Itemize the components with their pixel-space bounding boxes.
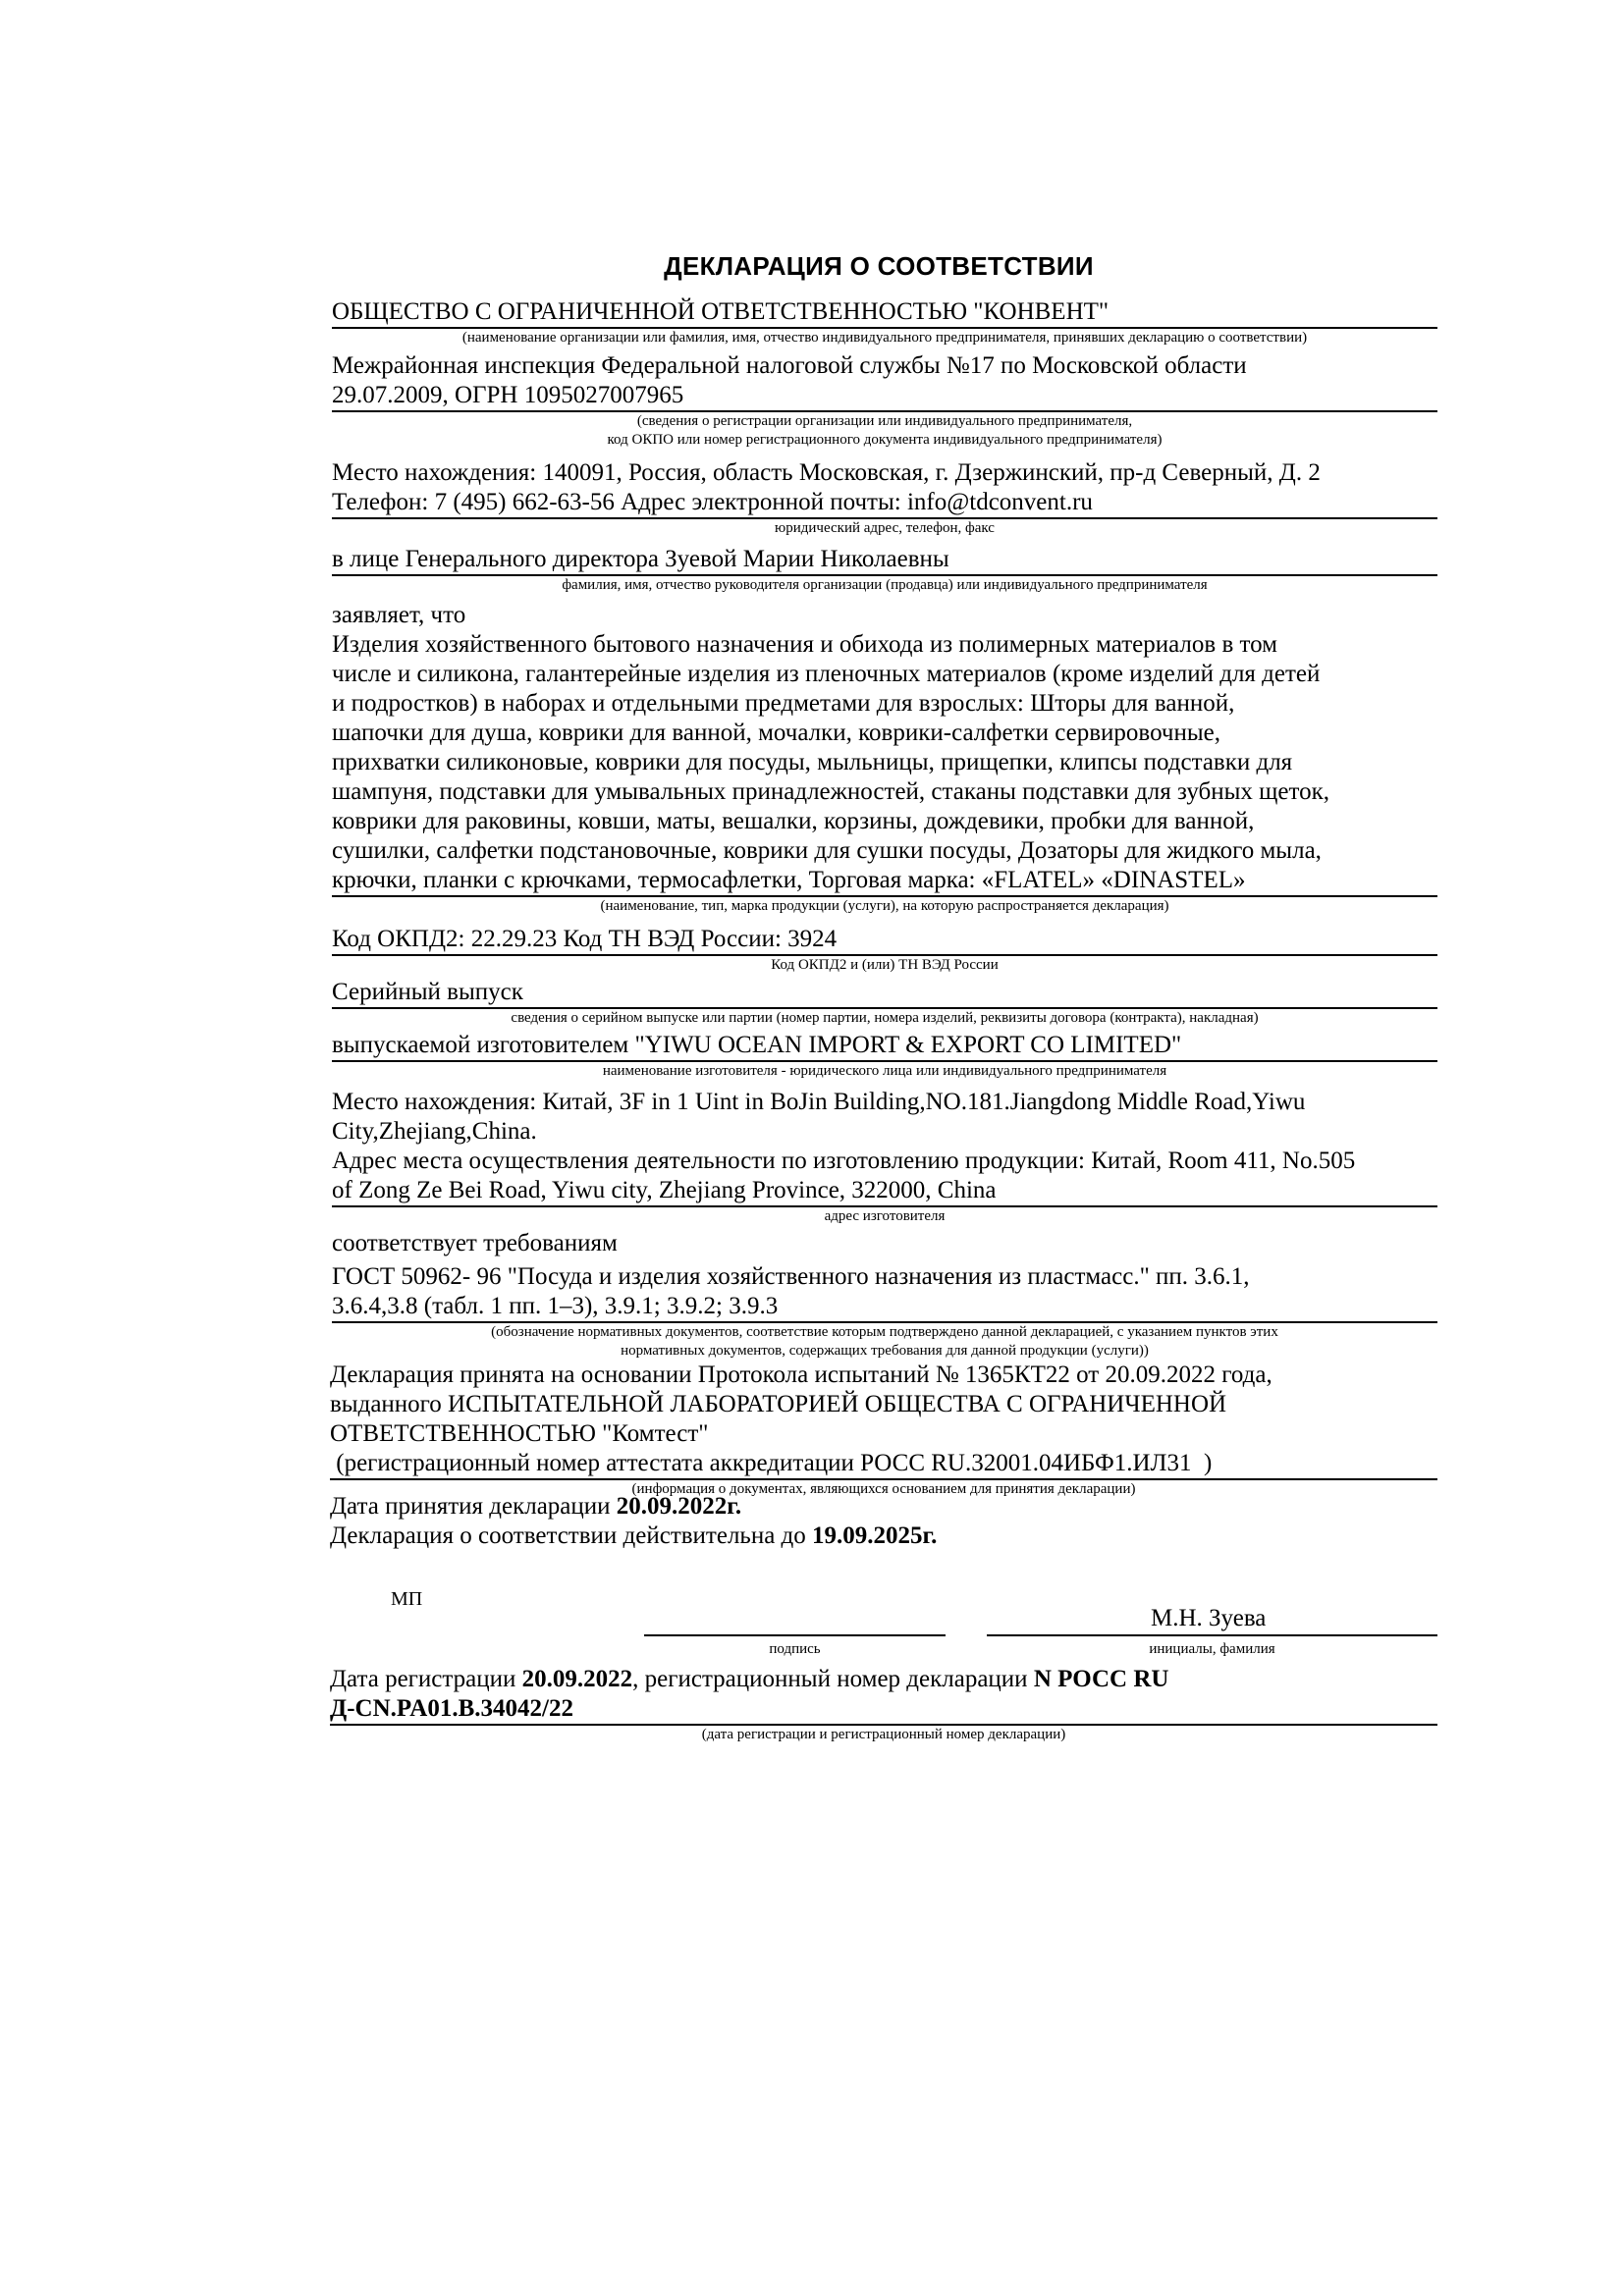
basis-line-4: (регистрационный номер аттестата аккредитации РОСС RU.32001.04ИБФ1.ИЛ31 ) [330,1449,1437,1480]
document-title: ДЕКЛАРАЦИЯ О СООТВЕТСТВИИ [664,251,1094,281]
signature-line [644,1634,946,1636]
address-section [332,458,1437,538]
registration-line-1: Межрайонная инспекция Федеральной налоговой службы №17 по Московской области [332,352,1247,379]
signature-caption: подпись [769,1641,821,1657]
serial-section [332,978,1437,1028]
valid-date-label: Декларация о соответствии действительна до [330,1522,813,1549]
registration-date: 20.09.2022 [521,1666,633,1692]
registration-number-part2: Д-CN.PA01.B.34042/22 [330,1694,1437,1726]
codes-caption: Код ОКПД2 и (или) ТН ВЭД России [771,957,999,973]
registration-number-caption: (дата регистрации и регистрационный номер декларации) [701,1727,1066,1742]
address-line-2: Телефон: 7 (495) 662-63-56 Адрес электронной почты: info@tdconvent.ru [332,488,1437,519]
registration-number-section [330,1665,1437,1744]
registration-date-label: Дата регистрации [330,1666,522,1692]
product-line-7: коврики для раковины, ковши, маты, вешалки, корзины, дождевики, пробки для ванной, [332,808,1255,834]
requirements-line-3: 3.6.4,3.8 (табл. 1 пп. 1–3), 3.9.1; 3.9.2; 3.9.3 [332,1292,1437,1323]
registration-number-label: , регистрационный номер декларации [632,1666,1034,1692]
manufacturer-address-line-4: of Zong Ze Bei Road, Yiwu city, Zhejiang Province, 322000, China [332,1176,1437,1207]
requirements-caption-1: (обозначение нормативных документов, соответствие которым подтверждено данной декларацией, с указанием пунктов этих [491,1324,1278,1340]
manufacturer-address-line-3: Адрес места осуществления деятельности по изготовлению продукции: Китай, Room 411, No.505 [332,1148,1356,1174]
registration-number-line-1 [330,1665,1437,1694]
stamp-label: МП [391,1588,423,1610]
accepted-date-label: Дата принятия декларации [330,1493,617,1520]
basis-caption: (информация о документах, являющихся основанием для принятия декларации) [631,1481,1136,1497]
codes-section [332,925,1437,975]
registration-caption-1: (сведения о регистрации организации или индивидуального предпринимателя, [636,413,1133,429]
dates-section [330,1492,1435,1551]
product-line-4: шапочки для душа, коврики для ванной, мочалки, коврики-салфетки сервировочные, [332,720,1221,746]
manufacturer-address-line-1: Место нахождения: Китай, 3F in 1 Uint in BoJin Building,NO.181.Jiangdong Middle Road,Yiwu [332,1089,1306,1115]
signer-name: М.Н. Зуева [1151,1605,1267,1631]
address-line-1: Место нахождения: 140091, Россия, область Московская, г. Дзержинский, пр-д Северный, Д. 2 [332,459,1321,486]
director-caption: фамилия, имя, отчество руководителя организации (продавца) или индивидуального предпринимателя [562,577,1208,593]
registration-caption-2: код ОКПО или номер регистрационного документа индивидуального предпринимателя) [607,432,1163,448]
product-line-2: числе и силикона, галантерейные изделия из пленочных материалов (кроме изделий для детей [332,661,1321,687]
manufacturer-caption: наименование изготовителя - юридического лица или индивидуального предпринимателя [602,1063,1167,1079]
applicant-section [332,297,1437,347]
product-line-9: крючки, планки с крючками, термосафлетки, Торговая марка: «FLATEL» «DINASTEL» [332,866,1437,897]
manufacturer-text: выпускаемой изготовителем "YIWU OCEAN IMPORT & EXPORT CO LIMITED" [332,1031,1437,1062]
accepted-date-value: 20.09.2022г. [616,1493,742,1520]
product-line-8: сушилки, салфетки подстановочные, коврики для сушки посуды, Дозаторы для жидкого мыла, [332,837,1322,864]
accepted-date-line [330,1492,1435,1522]
registration-line-2: 29.07.2009, ОГРН 1095027007965 [332,381,1437,412]
registration-number-part1: N РОСС RU [1033,1666,1169,1692]
serial-caption: сведения о серийном выпуске или партии (номер партии, номера изделий, реквизиты договора (контракта), накладная) [511,1010,1259,1026]
applicant-caption: (наименование организации или фамилия, имя, отчество индивидуального предпринимателя, принявших декларацию о соответствии) [461,330,1308,346]
manufacturer-address-caption: адрес изготовителя [824,1208,946,1224]
registration-section [332,351,1437,450]
signer-caption: инициалы, фамилия [1149,1641,1275,1657]
serial-text: Серийный выпуск [332,978,1437,1009]
product-section [332,601,1437,916]
manufacturer-address-section [332,1088,1437,1226]
director-section [332,545,1437,595]
product-line-1: Изделия хозяйственного бытового назначения и обихода из полимерных материалов в том [332,631,1277,658]
product-line-3: и подростков) в наборах и отдельными предметами для взрослых: Шторы для ванной, [332,690,1235,717]
basis-line-2: выданного ИСПЫТАТЕЛЬНОЙ ЛАБОРАТОРИЕЙ ОБЩЕСТВА С ОГРАНИЧЕННОЙ [330,1391,1227,1417]
requirements-caption-2: нормативных документов, содержащих требования для данной продукции (услуги)) [621,1343,1149,1359]
valid-date-line [330,1522,1435,1551]
manufacturer-address-line-2: City,Zhejiang,China. [332,1118,537,1145]
product-line-5: прихватки силиконовые, коврики для посуды, мыльницы, прищепки, клипсы подставки для [332,749,1293,775]
manufacturer-section [332,1031,1437,1081]
declares-text: заявляет, что [332,602,466,628]
basis-line-1: Декларация принята на основании Протокола испытаний № 1365КТ22 от 20.09.2022 года, [330,1362,1272,1388]
product-caption: (наименование, тип, марка продукции (услуги), на которую распространяется декларация) [600,898,1169,914]
product-line-6: шампуня, подставки для умывальных принадлежностей, стаканы подставки для зубных щеток, [332,778,1329,805]
requirements-section [332,1229,1437,1361]
applicant-name: ОБЩЕСТВО С ОГРАНИЧЕННОЙ ОТВЕТСТВЕННОСТЬЮ "КОНВЕНТ" [332,297,1437,329]
requirements-line-2: ГОСТ 50962- 96 "Посуда и изделия хозяйственного назначения из пластмасс." пп. 3.6.1, [332,1263,1250,1290]
signer-line [987,1634,1437,1636]
codes-text: Код ОКПД2: 22.29.23 Код ТН ВЭД России: 3924 [332,925,1437,956]
address-caption: юридический адрес, телефон, факс [775,520,995,536]
basis-section [330,1361,1437,1499]
basis-line-3: ОТВЕТСТВЕННОСТЬЮ "Комтест" [330,1420,709,1447]
requirements-line-1: соответствует требованиям [332,1230,618,1256]
valid-date-value: 19.09.2025г. [812,1522,938,1549]
director-text: в лице Генерального директора Зуевой Марии Николаевны [332,545,1437,576]
